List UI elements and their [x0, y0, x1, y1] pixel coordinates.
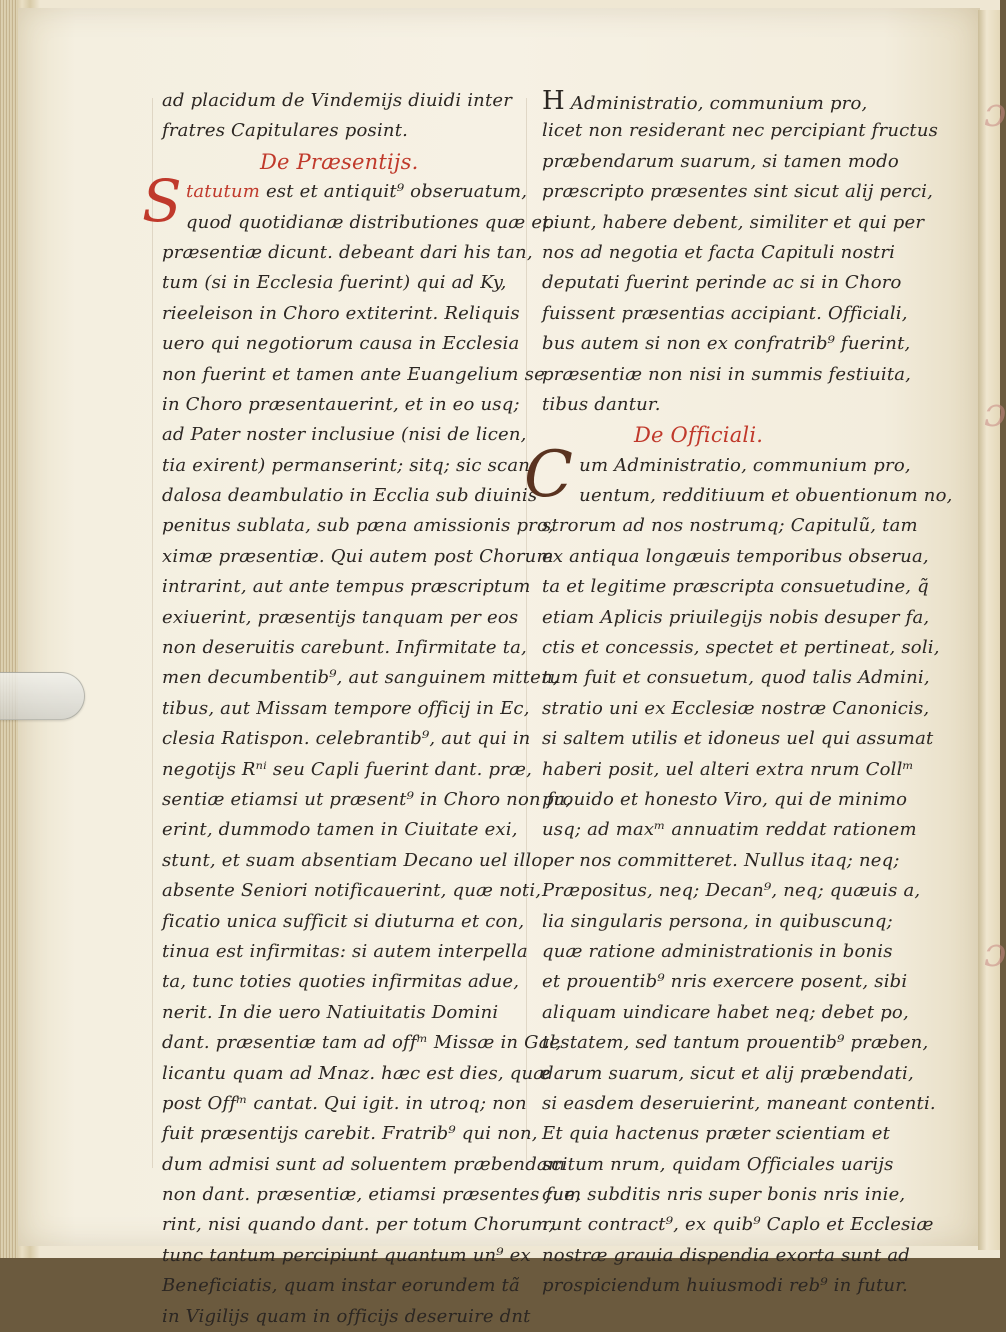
- text-line: dalosa deambulatio in Ecclia sub diuinis: [162, 485, 538, 507]
- drop-initial-c: C: [524, 437, 574, 512]
- drop-initial-s: S: [142, 167, 182, 236]
- text-line: tia exirent) permanserint; sitq; sic scan,: [162, 454, 536, 476]
- text-line: ctis et concessis, spectet et pertineat, soli,: [542, 637, 940, 659]
- text-line: prospiciendum huiusmodi reb⁹ in futur.: [542, 1275, 908, 1297]
- text-line: penitus sublata, sub pæna amissionis pro,: [162, 515, 554, 537]
- text-line: nostræ grauia dispendia exorta sunt ad: [542, 1244, 910, 1266]
- rubric-word: tatutum: [185, 181, 261, 203]
- text-line: in Choro præsentauerint, et in eo usq;: [162, 393, 520, 415]
- text-line: clesia Ratispon. celebrantib⁹, aut qui in: [162, 728, 531, 750]
- text-line: quæ ratione administrationis in bonis: [542, 940, 893, 962]
- text-line: Et quia hactenus præter scientiam et: [542, 1123, 891, 1145]
- text-line: dant. præsentiæ tam ad offᵐ Missæ in Gal,: [162, 1032, 562, 1054]
- text-line: deputati fuerint perinde ac si in Choro: [542, 272, 902, 294]
- text-line: aliquam uindicare habet neq; debet po,: [542, 1001, 909, 1023]
- text-line: ta et legitime præscripta consuetudine, q̃: [542, 576, 929, 598]
- text-line: in Vigilijs quam in officijs deseruire dnt: [162, 1305, 531, 1327]
- left-body-lines: [162, 208, 581, 1332]
- text-line: Præpositus, neq; Decan⁹, neq; quæuis a,: [542, 880, 921, 902]
- text-line: præscripto præsentes sint sicut alij perci,: [542, 181, 934, 203]
- right-body-lines-b: [542, 481, 953, 1302]
- text-line: absente Seniori notificauerint, quæ noti,: [162, 880, 542, 902]
- text-line: ta, tunc toties quoties infirmitas adue,: [162, 971, 520, 993]
- text-line: rieeleison in Choro extiterint. Reliquis: [162, 302, 520, 324]
- text-line: ximæ præsentiæ. Qui autem post Chorum: [162, 545, 554, 567]
- text-line: intrarint, aut ante tempus præscriptum: [162, 576, 531, 598]
- text-line: non dant. præsentiæ, etiamsi præsentes fue,: [162, 1184, 581, 1206]
- text-line: tunc tantum percipiunt quantum un⁹ ex: [162, 1244, 531, 1266]
- text-line: licantu quam ad Mnaz. hæc est dies, quæ: [162, 1062, 551, 1084]
- text-line: non fuerint et tamen ante Euangelium se: [162, 363, 545, 385]
- text-line: stratio uni ex Ecclesiæ nostræ Canonicis,: [542, 697, 930, 719]
- text-line: tibus dantur.: [542, 393, 661, 415]
- text-line: rint, nisi quando dant. per totum Chorum,: [162, 1214, 555, 1236]
- left-text-column: [142, 86, 581, 1332]
- text-line: prouido et honesto Viro, qui de minimo: [542, 788, 908, 810]
- right-body-lines-a: [542, 116, 939, 420]
- text-line: stunt, et suam absentiam Decano uel illo: [162, 849, 543, 871]
- text-fragment: Administratio, communium pro,: [564, 93, 868, 114]
- text-line: piunt, habere debent, similiter et qui per: [542, 211, 925, 233]
- text-line: ad placidum de Vindemijs diuidi inter: [162, 90, 513, 111]
- text-line: bus autem si non ex confratrib⁹ fuerint,: [542, 333, 911, 355]
- text-line: et prouentib⁹ nris exercere posent, sibi: [542, 971, 908, 993]
- bleed-through-mark: ɔ: [984, 390, 1006, 436]
- text-line: cum subditis nris super bonis nris inie,: [542, 1184, 906, 1206]
- text-line: non deseruitis carebunt. Infirmitate ta,: [162, 637, 527, 659]
- bookmark-tab[interactable]: [0, 672, 85, 720]
- right-text-column: [524, 86, 953, 1302]
- text-line: haberi posit, uel alteri extra nrum Collᵐ: [542, 758, 914, 780]
- text-line: runt contract⁹, ex quib⁹ Caplo et Ecclesiæ: [542, 1214, 934, 1236]
- text-line: tibus, aut Missam tempore officij in Ec,: [162, 697, 530, 719]
- text-line: licet non residerant nec percipiant fructus: [542, 120, 939, 142]
- text-line: Beneficiatis, quam instar eorundem tã: [162, 1275, 520, 1297]
- facing-page-edge: [978, 10, 1006, 1250]
- text-line: si easdem deseruierint, maneant contenti.: [542, 1092, 936, 1114]
- text-line: fuissent præsentias accipiant. Officiali,: [542, 302, 908, 324]
- bleed-through-mark: ɔ: [984, 930, 1006, 976]
- text-line: lia singularis persona, in quibuscunq;: [542, 910, 893, 932]
- text-line: testatem, sed tantum prouentib⁹ præben,: [542, 1032, 929, 1054]
- margin-rule-left: [152, 98, 153, 1168]
- text-line: exiuerint, præsentijs tanquam per eos: [162, 606, 519, 628]
- capital-h: H: [542, 86, 565, 116]
- text-fragment: um: [579, 454, 609, 476]
- bleed-through-mark: ɔ: [984, 90, 1006, 136]
- text-line: fratres Capitulares posint.: [162, 120, 409, 142]
- text-line: tum (si in Ecclesia fuerint) qui ad Ky,: [162, 272, 507, 294]
- text-line: ex antiqua longæuis temporibus obserua,: [542, 545, 929, 567]
- text-line: erint, dummodo tamen in Ciuitate exi,: [162, 819, 518, 841]
- text-line: nerit. In die uero Natiuitatis Domini: [162, 1001, 499, 1023]
- text-line: uentum, redditiuum et obuentionum no,: [579, 485, 953, 507]
- text-line: negotijs Rⁿⁱ seu Capli fuerint dant. præ,: [162, 758, 533, 780]
- text-fragment: Administratio, communium pro,: [608, 454, 911, 476]
- text-line: ad Pater noster inclusiue (nisi de licen,: [162, 424, 527, 446]
- page-stack-edge: [0, 0, 18, 1258]
- text-line: præbendarum suarum, si tamen modo: [542, 150, 899, 172]
- text-line: darum suarum, sicut et alij præbendati,: [542, 1062, 914, 1084]
- text-fragment: est et antiquit⁹ obseruatum,: [260, 181, 528, 203]
- section-heading-officiali: De Officiali.: [634, 423, 764, 448]
- text-line: scitum nrum, quidam Officiales uarijs: [542, 1153, 894, 1175]
- text-line: uero qui negotiorum causa in Ecclesia: [162, 333, 520, 355]
- text-line: fuit præsentijs carebit. Fratrib⁹ qui non,: [162, 1123, 538, 1145]
- text-line: quod quotidianæ distributiones quæ et: [185, 211, 550, 233]
- text-line-first: [542, 86, 912, 116]
- text-line: men decumbentib⁹, aut sanguinem mitten,: [162, 667, 559, 689]
- text-line: tinua est infirmitas: si autem interpella: [162, 940, 528, 962]
- text-line: præsentiæ dicunt. debeant dari his tan,: [162, 241, 533, 263]
- text-line: tum fuit et consuetum, quod talis Admini,: [542, 667, 930, 689]
- text-line: usq; ad maxᵐ annuatim reddat rationem: [542, 819, 917, 841]
- text-line: nos ad negotia et facta Capituli nostri: [542, 241, 896, 263]
- text-line: etiam Aplicis priuilegijs nobis desuper fa,: [542, 606, 930, 628]
- text-line: dum admisi sunt ad soluentem præbendam: [162, 1153, 566, 1175]
- text-line: præsentiæ non nisi in summis festiuita,: [542, 363, 912, 385]
- text-line: sentiæ etiamsi ut præsent⁹ in Choro non fu,: [162, 788, 572, 810]
- text-line: post Offᵐ cantat. Qui igit. in utroq; non: [162, 1092, 527, 1114]
- text-line: per nos committeret. Nullus itaq; neq;: [542, 849, 900, 871]
- text-line: si saltem utilis et idoneus uel qui assumat: [542, 728, 934, 750]
- text-line: strorum ad nos nostrumq; Capitulũ, tam: [542, 515, 918, 537]
- text-line: ficatio unica sufficit si diuturna et con,: [162, 910, 525, 932]
- section-heading-praesentiis: De Præsentijs.: [260, 149, 419, 174]
